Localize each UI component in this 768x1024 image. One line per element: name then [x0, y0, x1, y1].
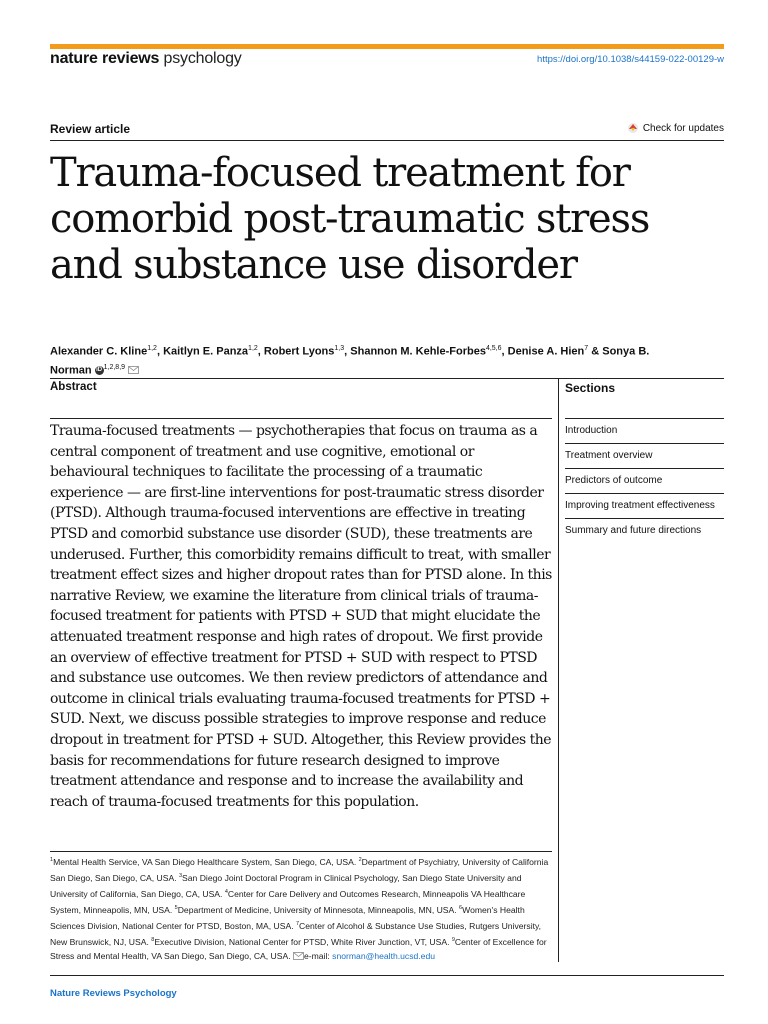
- footer-divider: [50, 975, 724, 976]
- affiliation-number: 7: [295, 920, 300, 927]
- footer-journal-name: Nature Reviews Psychology: [50, 988, 177, 999]
- author-name: & Sonya B. Norman: [50, 345, 650, 377]
- affiliation-text: Center of Alcohol & Substance Use Studies, Rutgers University, New Brunswick, NJ, USA.: [50, 920, 542, 947]
- sections-heading: Sections: [565, 381, 616, 395]
- author-name: Kaitlyn E. Panza: [163, 345, 249, 358]
- check-updates-label: Check for updates: [642, 122, 724, 134]
- journal-accent-bar: [50, 44, 724, 49]
- author-name: Shannon M. Kehle-Forbes: [350, 345, 486, 358]
- affiliation-text: Center for Care Delivery and Outcomes Research, Minneapolis VA Healthcare System, Minneapolis, MN, USA.: [50, 888, 526, 915]
- author-name: Alexander C. Kline: [50, 345, 148, 358]
- affiliation-text: Executive Division, National Center for PTSD, White River Junction, VT, USA.: [154, 936, 452, 947]
- check-for-updates-button[interactable]: [627, 122, 724, 134]
- affiliation-text: Department of Psychiatry, University of California San Diego, San Diego, CA, USA.: [50, 856, 549, 883]
- authors-divider: [50, 378, 724, 379]
- affiliations-divider: [50, 851, 552, 852]
- column-divider: [558, 378, 559, 962]
- email-link[interactable]: snorman@health.ucsd.edu: [332, 950, 436, 961]
- abstract-text: Trauma-focused treatments — psychotherapies that focus on trauma as a central component of treatment and use cognitive, emotional or behavioural techniques to facilitate the processing of a traumatic experience — are first-line interventions for post-traumatic stress disorder (PTSD). Although trauma-focused interventions are effective in treating PTSD and comorbid substance use disorder (SUD), these treatments are underused. Further, this comorbidity remains difficult to treat, with smaller treatment effect sizes and higher dropout rates than for PTSD alone. In this narrative Review, we examine the literature from clinical trials of trauma-focused treatment for patients with PTSD + SUD that might elucidate the attenuated treatment response and high rates of dropout. We first provide an overview of effective treatment for PTSD + SUD with respect to PTSD and substance use outcomes. We then review predictors of attendance and outcome in clinical trials evaluating trauma-focused treatments for PTSD + SUD. Next, we discuss possible strategies to improve response and reduce dropout in treatment for PTSD + SUD. Altogether, this Review provides the basis for recommendations for future research designed to improve treatment attendance and response and to increase the availability and reach of trauma-focused treatments for this population.: [50, 423, 552, 810]
- author-affiliation-number: 1,2: [248, 345, 258, 352]
- check-updates-icon: [627, 122, 639, 134]
- email-label: e-mail:: [303, 950, 333, 961]
- affiliation-number: 4: [224, 888, 228, 895]
- doi-link[interactable]: https://doi.org/10.1038/s44159-022-00129-w: [537, 54, 724, 65]
- author-affiliation-number: 1,2,8,9: [103, 363, 126, 371]
- affiliation-number: 1: [50, 857, 54, 863]
- author-list: Alexander C. Kline$^{1,2}$, Kaitlyn E. Panza$^{1,2}$, Robert Lyons$^{1,3}$, Shannon M. Kehle-Forbes$^{4,5,6}$, Denise A. Hien$^7$ & Sonya B. Norman iD $^{1,2,8,9}$: [50, 345, 650, 377]
- affiliation-text: Mental Health Service, VA San Diego Healthcare System, San Diego, CA, USA.: [53, 856, 359, 867]
- author-name: Denise A. Hien: [507, 345, 585, 358]
- section-link-introduction[interactable]: Introduction: [565, 418, 724, 443]
- affiliation-number: 2: [358, 857, 362, 863]
- section-link-treatment-overview[interactable]: Treatment overview: [565, 443, 724, 468]
- affiliation-number: 9: [451, 936, 455, 943]
- section-link-summary-and-future-directions[interactable]: Summary and future directions: [565, 518, 724, 543]
- affiliation-number: 3: [178, 872, 183, 879]
- affiliation-number: 6: [459, 904, 463, 911]
- author-name: Robert Lyons: [263, 345, 335, 358]
- author-affiliation-number: 7: [584, 345, 589, 352]
- journal-logo: nature reviews psychology: [50, 50, 242, 67]
- author-affiliation-number: 4,5,6: [485, 345, 502, 352]
- affiliation-text: Center of Excellence for Stress and Mental Health, VA San Diego, San Diego, CA, USA.: [50, 936, 547, 961]
- sections-nav: [565, 418, 724, 543]
- header-divider: [50, 140, 724, 141]
- email-icon[interactable]: [128, 366, 139, 374]
- author-affiliation-number: 1,2: [147, 345, 157, 352]
- abstract-heading: Abstract: [50, 381, 97, 393]
- article-title: Trauma-focused treatment for comorbid post-traumatic stress and substance use disorder: [50, 150, 650, 288]
- affiliation-number: 8: [151, 936, 155, 943]
- author-affiliation-number: 1,3: [334, 345, 345, 352]
- article-type: Review article: [50, 122, 131, 136]
- email-icon: [293, 952, 304, 960]
- affiliation-text: San Diego Joint Doctoral Program in Clinical Psychology, San Diego State University and University of California, San Diego, CA, USA.: [50, 872, 522, 899]
- affiliation-text: Department of Medicine, University of Minnesota, Minneapolis, MN, USA.: [177, 904, 460, 915]
- affiliations: [50, 853, 555, 963]
- abstract-divider: [50, 418, 552, 419]
- section-link-predictors-of-outcome[interactable]: Predictors of outcome: [565, 468, 724, 493]
- affiliation-number: 5: [174, 904, 178, 911]
- orcid-icon[interactable]: iD: [96, 366, 103, 373]
- affiliation-text: Women's Health Sciences Division, National Center for PTSD, Boston, MA, USA.: [50, 904, 525, 931]
- section-link-improving-treatment-effectiveness[interactable]: Improving treatment effectiveness: [565, 493, 724, 518]
